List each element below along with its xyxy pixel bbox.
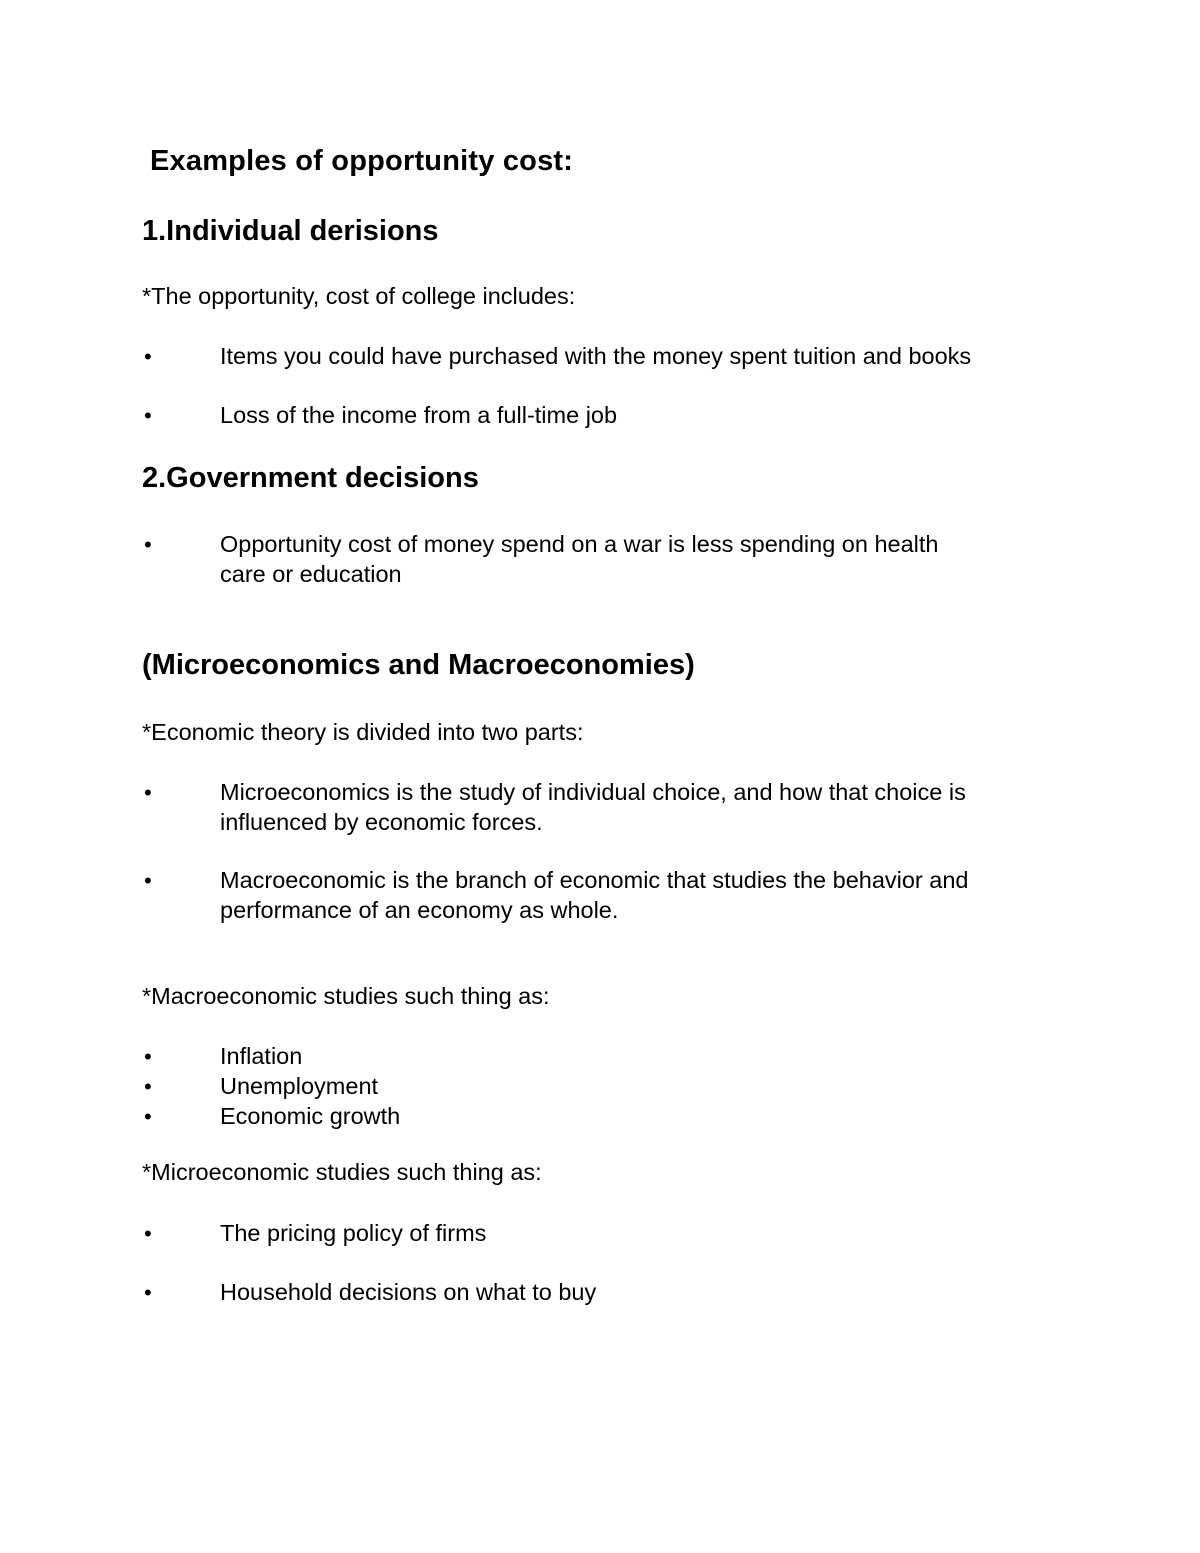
list-item-text-line2: performance of an economy as whole. [220,897,619,923]
list-item-text: Unemployment [220,1073,379,1099]
list-item-text-line1: Opportunity cost of money spend on a war is less spending on health [220,531,939,557]
micro-list-intro: *Microeconomic studies such thing as: [142,1159,542,1185]
bullet-icon: • [144,1044,152,1069]
list-item-text: The pricing policy of firms [220,1220,487,1246]
list-item-text: Economic growth [220,1103,401,1129]
bullet-icon: • [144,403,152,428]
section-heading-individual: 1.Individual derisions [142,215,439,247]
list-item-text: Household decisions on what to buy [220,1279,597,1305]
bullet-icon: • [144,1074,152,1099]
list-item-text-line1: Microeconomics is the study of individual choice, and how that choice is [220,779,966,805]
section-heading-micro-macro: (Microeconomics and Macroeconomies) [142,649,695,681]
macro-list-intro: *Macroeconomic studies such thing as: [142,983,550,1009]
bullet-icon: • [144,1221,152,1246]
bullet-icon: • [144,1280,152,1305]
section3-intro: *Economic theory is divided into two parts: [142,719,584,745]
bullet-icon: • [144,344,152,369]
document-title: Examples of opportunity cost: [150,145,574,177]
section-heading-government: 2.Government decisions [142,462,479,494]
list-item-text: Loss of the income from a full-time job [220,402,618,428]
bullet-icon: • [144,780,152,805]
bullet-icon: • [144,1104,152,1129]
list-item-text-line1: Macroeconomic is the branch of economic that studies the behavior and [220,867,969,893]
list-item-text: Inflation [220,1043,303,1069]
bullet-icon: • [144,532,152,557]
list-item-text-line2: influenced by economic forces. [220,809,543,835]
bullet-icon: • [144,868,152,893]
section1-intro: *The opportunity, cost of college includes: [142,283,576,309]
list-item-text: Items you could have purchased with the money spent tuition and books [220,343,972,369]
list-item-text-line2: care or education [220,561,402,587]
